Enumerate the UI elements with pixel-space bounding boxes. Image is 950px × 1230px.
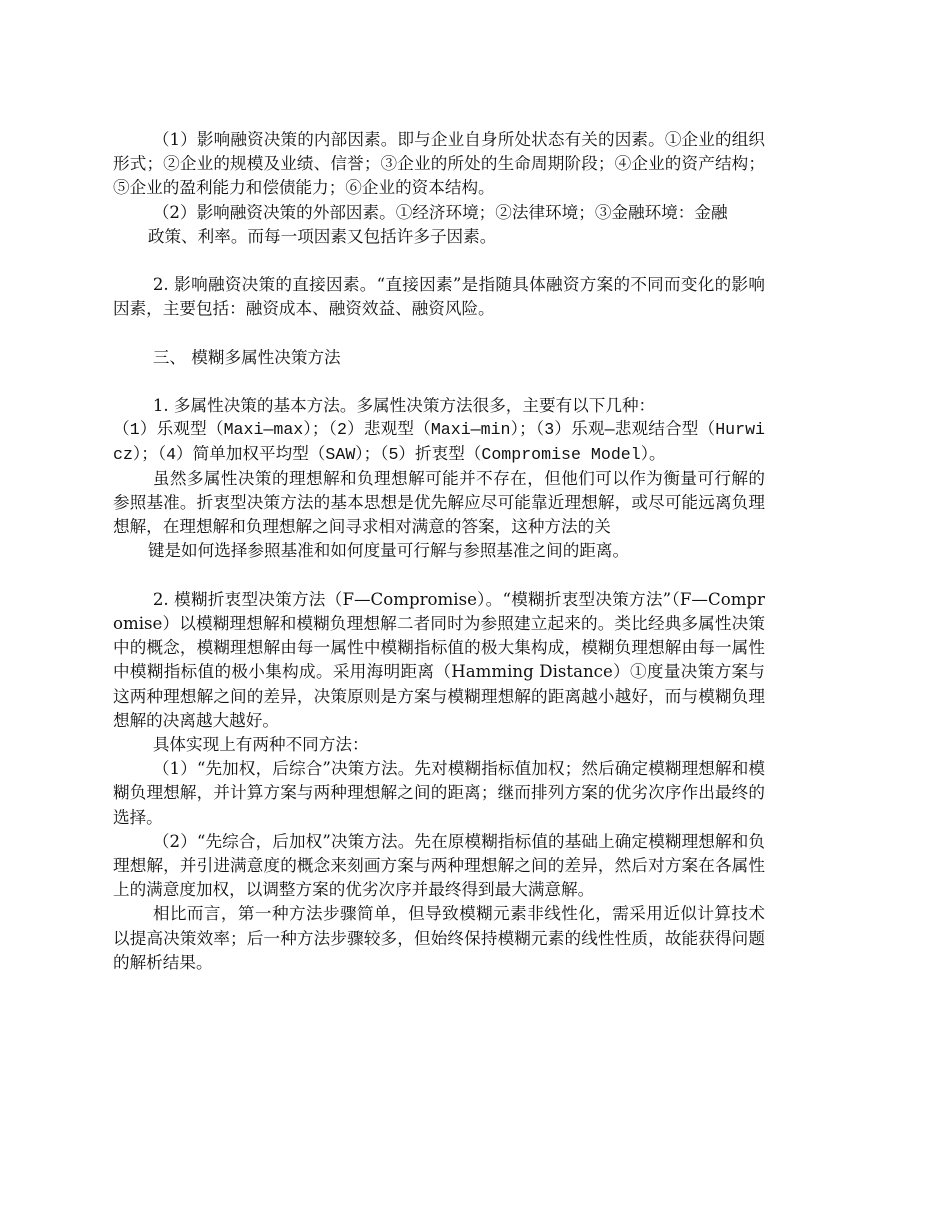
section-heading-fuzzy-methods: 三、 模糊多属性决策方法 <box>152 347 341 367</box>
paragraph-external-factors-continued: 政策、利率。而每一项因素又包括许多子因素。 <box>147 226 497 246</box>
paragraph-key-point: 键是如何选择参照基准和如何度量可行解与参照基准之间的距离。 <box>147 541 630 561</box>
paragraph-ideal-solution: 虽然多属性决策的理想解和负理想解可能并不存在，但他们可以作为衡量可行解的参照基准。折衷型决策方法的基本思想是优先解应尽可能靠近理想解，或尽可能远离负理想解，在理想解和负理想解之间寻求相对满意的答案，这种方法的关 <box>113 468 765 537</box>
blank-line <box>113 370 765 394</box>
paragraph-method-list: （1）乐观型（Maxi—max）；（2）悲观型（Maxi—min）；（3）乐观—悲观结合型（Hurwicz）；（4）简单加权平均型（SAW）；（5）折衷型（Compromise Model）。 <box>113 420 765 464</box>
paragraph-internal-factors: （1）影响融资决策的内部因素。即与企业自身所处状态有关的因素。①企业的组织形式；②企业的规模及业绩、信誉；③企业的所处的生命周期阶段；④企业的资产结构；⑤企业的盈利能力和偿债能力；⑥企业的资本结构。 <box>113 130 765 198</box>
document-page <box>113 128 765 975</box>
paragraph-comparison: 相比而言，第一种方法步骤简单，但导致模糊元素非线性化，需采用近似计算技术以提高决策效率；后一种方法步骤较多，但始终保持模糊元素的线性性质，故能获得问题的解析结果。 <box>113 904 765 972</box>
paragraph-basic-methods: 1. 多属性决策的基本方法。多属性决策方法很多，主要有以下几种： <box>152 396 656 416</box>
paragraph-fuzzy-compromise: 2. 模糊折衷型决策方法（F—Compromise）。“模糊折衷型决策方法”（F—Compromise）以模糊理想解和模糊负理想解二者同时为参照建立起来的。类比经典多属性决策中的概念，模糊理想解由每一属性中模糊指标值的极大集构成，模糊负理想解由每一属性中模糊指标值的极小集构成。采用海明距离（Hamming Distance）①度量决策方案与这两种理想解之间的差异，决策原则是方案与模糊理想解的距离越小越好，而与模糊负理想解的决离越大越好。 <box>113 589 765 730</box>
blank-line <box>113 322 765 346</box>
paragraph-direct-factors: 2. 影响融资决策的直接因素。“直接因素”是指随具体融资方案的不同而变化的影响因素，主要包括：融资成本、融资效益、融资风险。 <box>113 275 765 319</box>
paragraph-weight-first-method: （1）“先加权，后综合”决策方法。先对模糊指标值加权；然后确定模糊理想解和模糊负理想解，并计算方案与两种理想解之间的距离；继而排列方案的优劣次序作出最终的选择。 <box>113 759 765 827</box>
blank-line <box>113 249 765 273</box>
paragraph-combine-first-method: （2）“先综合，后加权”决策方法。先在原模糊指标值的基础上确定模糊理想解和负理想解，并引进满意度的概念来刻画方案与两种理想解之间的差异，然后对方案在各属性上的满意度加权，以调整方案的优劣次序并最终得到最大满意解。 <box>113 831 765 900</box>
blank-line <box>113 564 765 588</box>
paragraph-external-factors: （2）影响融资决策的外部因素。①经济环境；②法律环境；③金融环境：金融 <box>152 202 728 222</box>
paragraph-two-methods: 具体实现上有两种不同方法： <box>152 735 369 755</box>
